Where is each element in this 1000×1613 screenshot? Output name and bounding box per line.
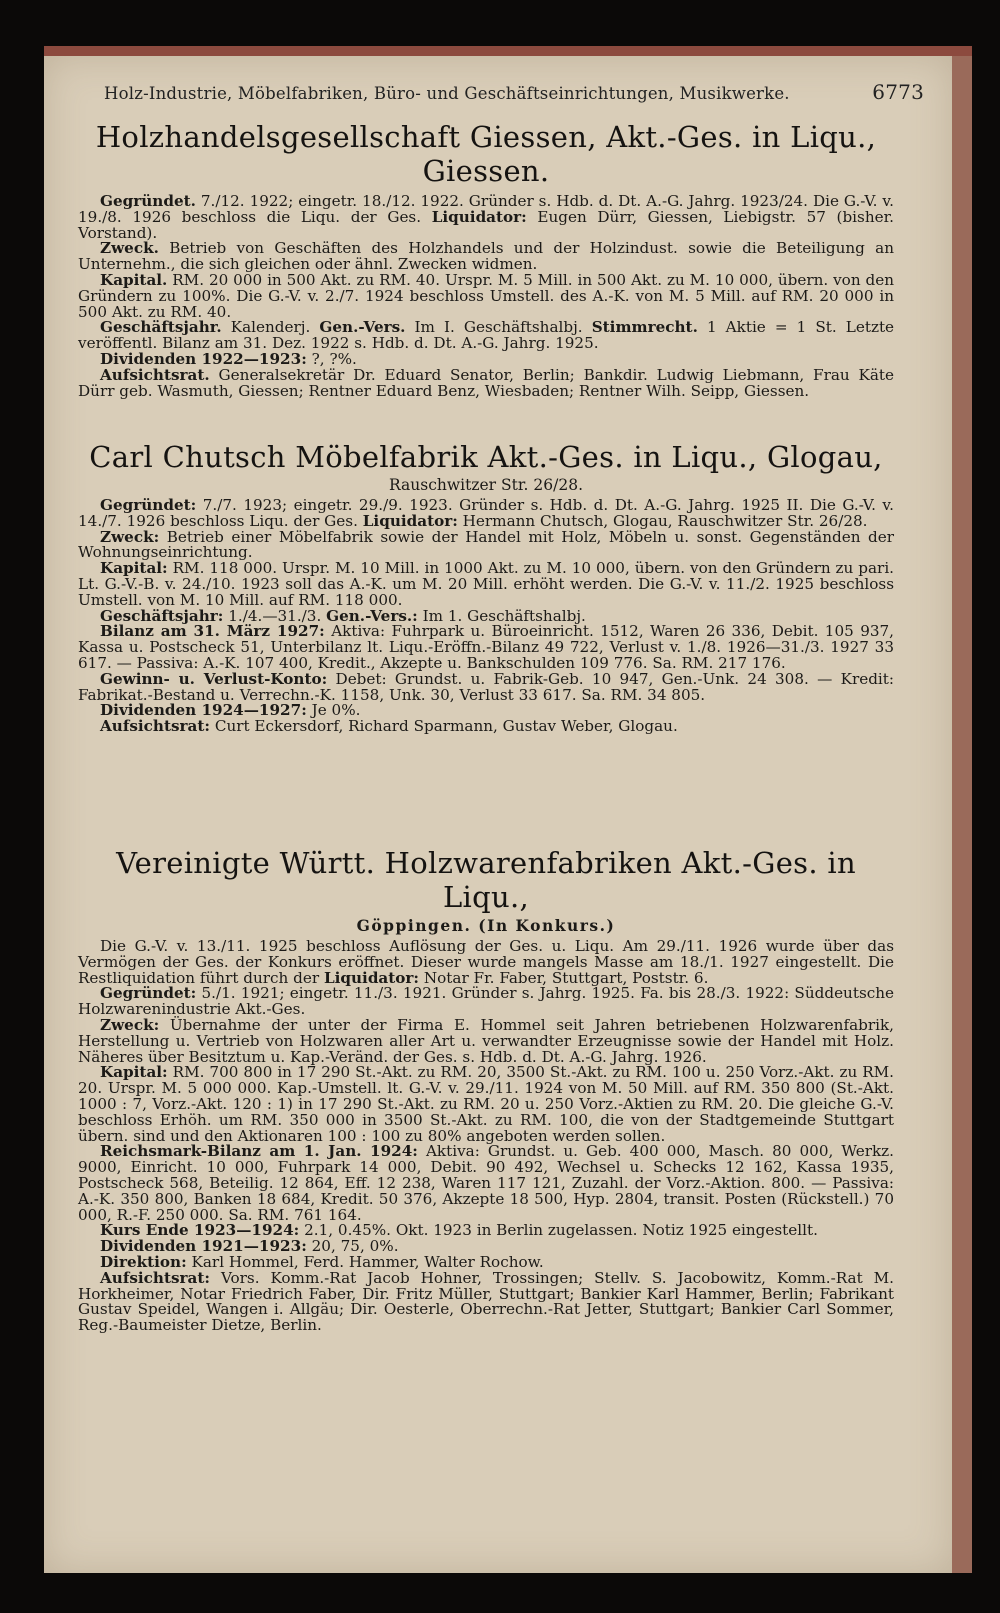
capital-label: Kapital:: [100, 559, 168, 578]
page-binding-edge: [952, 56, 972, 1573]
entry-carl-chutsch: [78, 440, 894, 735]
profit-loss-text: Debet: Grundst. u. Fabrik-Geb. 10 947, Gen.-Unk. 24 308. — Kredit: Fabrikat.-Bestand u. Verrechn.-K. 1158, Unk. 30, Verlust 33 617. Sa. RM. 34 805.: [78, 669, 894, 704]
purpose-label: Zweck:: [100, 527, 160, 546]
capital-label: Kapital:: [100, 1063, 168, 1082]
liquidator-text: Eugen Dürr, Giessen, Liebigstr. 57 (bisher. Vorstand).: [78, 207, 895, 242]
liquidator-text: Hermann Chutsch, Glogau, Rauschwitzer Str. 26/28.: [462, 511, 868, 530]
board-label: Aufsichtsrat:: [100, 1268, 210, 1287]
running-header: [104, 80, 924, 104]
page-top-edge: [44, 46, 972, 56]
liquidator-text: Notar Fr. Faber, Stuttgart, Poststr. 6.: [423, 968, 709, 987]
capital-text: RM. 700 800 in 17 290 St.-Akt. zu RM. 20, 3500 St.-Akt. zu RM. 100 u. 250 Vorz.-Akt. zu RM. 20. Urspr. M. 5 000 000. Kap.-Umstell. lt. G.-V. v. 29./11. 1924 von M. 50 Mill. auf RM. 350 800 (St.-Akt. 1000 : 7, Vorz.-Akt. 120 : 1) in 17 290 St.-Akt. zu RM. 20 u. 250 Vorz.-Aktien zu RM. 20. Die gleiche G.-V. beschloss Erhöh. um RM. 350 000 in 3500 St.-Akt. zu RM. 100, die von der Stadtgemeinde Stuttgart übern. sind und den Aktionaren 100 : 100 zu 80% angeboten werden sollen.: [78, 1063, 895, 1145]
capital-label: Kapital.: [100, 270, 168, 289]
entry-title: Vereinigte Württ. Holzwarenfabriken Akt.-Ges. in Liqu.,: [116, 846, 856, 914]
capital-paragraph: [78, 1065, 894, 1144]
dividends-label: Dividenden 1921—1923:: [100, 1237, 307, 1256]
balance-paragraph: [78, 1144, 894, 1223]
liquidator-label: Liquidator:: [362, 511, 458, 530]
purpose-paragraph: [78, 1015, 894, 1066]
board-paragraph: [78, 365, 895, 400]
purpose-label: Zweck:: [100, 1015, 160, 1034]
entry-title: Carl Chutsch Möbelfabrik Akt.-Ges. in Liqu., Glogau,: [89, 440, 883, 474]
dividends-text: ?, ?%.: [311, 349, 357, 368]
meeting-label: Gen.-Vers.:: [326, 606, 418, 625]
fiscal-text: 1./4.—31./3.: [228, 606, 322, 625]
board-text: Generalsekretär Dr. Eduard Senator, Berlin; Bankdir. Ludwig Liebmann, Frau Käte Dürr geb. Wasmuth, Giessen; Rentner Eduard Benz, Wiesbaden; Rentner Wilh. Seipp, Giessen.: [78, 365, 895, 400]
fiscal-label: Geschäftsjahr:: [100, 606, 224, 625]
entry-location: Göppingen. (In Konkurs.): [356, 916, 616, 935]
founded-text: 7./7. 1923; eingetr. 29./9. 1923. Gründer s. Hdb. d. Dt. A.-G. Jahrg. 1925 II. Die G.-V. v. 14./7. 1926 beschloss Liqu. der Ges.: [78, 496, 894, 530]
purpose-paragraph: [78, 241, 894, 273]
founded-label: Gegründet.: [100, 192, 196, 210]
founded-paragraph: [78, 986, 894, 1018]
entry-address: Rauschwitzer Str. 26/28.: [389, 476, 583, 494]
capital-paragraph: [78, 270, 894, 321]
liquidator-label: Liquidator:: [323, 968, 420, 987]
voting-label: Stimmrecht.: [591, 318, 698, 337]
board-label: Aufsichtsrat:: [100, 717, 210, 736]
purpose-text: Übernahme der unter der Firma E. Hommel seit Jahren betriebenen Holzwarenfabrik, Herstellung u. Vertrieb von Holzwaren aller Art u. verwandter Erzeugnisse sowie der Handel mit Holz. Näheres über Besitztum u. Kap.-Veränd. der Ges. s. Hdb. d. Dt. A.-G. Jahrg. 1926.: [78, 1015, 894, 1066]
board-label: Aufsichtsrat.: [100, 365, 210, 384]
founded-paragraph: [78, 498, 894, 530]
page-number: 6773: [872, 80, 924, 104]
capital-paragraph: [78, 561, 894, 608]
running-title: Holz-Industrie, Möbelfabriken, Büro- und Geschäftseinrichtungen, Musikwerke.: [104, 84, 790, 103]
balance-label: Reichsmark-Bilanz am 1. Jan. 1924:: [100, 1142, 418, 1161]
founded-paragraph: [78, 194, 894, 241]
document-page: [44, 56, 952, 1573]
dividends-label: Dividenden 1922—1923:: [100, 349, 307, 368]
founded-text: 5./1. 1921; eingetr. 11./3. 1921. Gründer s. Jahrg. 1925. Fa. bis 28./3. 1922: Süddeutsche Holzwarenindustrie Akt.-Ges.: [78, 984, 895, 1019]
entry-vereinigte-wuerttemberg: [78, 846, 894, 1334]
capital-text: RM. 118 000. Urspr. M. 10 Mill. in 1000 Akt. zu M. 10 000, übern. von den Gründern zu pari. Lt. G.-V.-B. v. 24./10. 1923 soll das A.-K. um M. 20 Mill. erhöht werden. Die G.-V. v. 11./2. 1925 beschloss Umstell. von M. 10 Mill. auf RM. 118 000.: [78, 559, 895, 609]
dissolution-paragraph: [78, 939, 894, 986]
management-label: Direktion:: [100, 1252, 187, 1271]
price-text: 2.1, 0.45%. Okt. 1923 in Berlin zugelassen. Notiz 1925 eingestellt.: [304, 1221, 818, 1240]
profit-loss-label: Gewinn- u. Verlust-Konto:: [100, 669, 328, 688]
purpose-label: Zweck.: [100, 239, 159, 258]
meeting-text: Im 1. Geschäftshalbj.: [422, 606, 586, 625]
fiscal-label: Geschäftsjahr.: [100, 318, 222, 337]
founded-text: 7./12. 1922; eingetr. 18./12. 1922. Gründer s. Hdb. d. Dt. A.-G. Jahrg. 1923/24. Die G.-V. v. 19./8. 1926 beschloss die Liqu. der Ges.: [78, 192, 895, 226]
capital-text: RM. 20 000 in 500 Akt. zu RM. 40. Urspr. M. 5 Mill. in 500 Akt. zu M. 10 000, übern. von den Gründern zu 100%. Die G.-V. v. 2./7. 1924 beschloss Umstell. des A.-K. von M. 5 Mill. auf RM. 20 000 in 500 Akt. zu RM. 40.: [78, 270, 894, 321]
price-label: Kurs Ende 1923—1924:: [100, 1221, 300, 1240]
entry-title: Holzhandelsgesellschaft Giessen, Akt.-Ges. in Liqu., Giessen.: [95, 120, 877, 188]
meeting-label: Gen.-Vers.: [319, 318, 406, 337]
founded-label: Gegründet:: [100, 984, 197, 1003]
fiscal-text: Kalenderj.: [230, 318, 311, 337]
purpose-paragraph: [78, 527, 895, 562]
balance-paragraph: [78, 624, 894, 671]
entry-holzhandelsgesellschaft: [78, 120, 894, 399]
liquidator-label: Liquidator:: [431, 207, 527, 226]
voting-text: 1 Aktie = 1 St. Letzte veröffentl. Bilanz am 31. Dez. 1922 s. Hdb. d. Dt. A.-G. Jahrg. 1925.: [78, 318, 895, 353]
dividends-text: 20, 75, 0%.: [311, 1237, 399, 1256]
board-text: Vors. Komm.-Rat Jacob Hohner, Trossingen; Stellv. S. Jacobowitz, Komm.-Rat M. Horkheimer, Notar Friedrich Faber, Dir. Fritz Müller, Stuttgart; Bankier Karl Hammer, Berlin; Fabrikant Gustav Speidel, Wangen i. Allgäu; Dir. Oesterle, Oberrechn.-Rat Jetter, Stuttgart; Bankier Carl Sommer, Reg.-Baumeister Dietze, Berlin.: [78, 1268, 894, 1335]
balance-text: Aktiva: Grundst. u. Geb. 400 000, Masch. 80 000, Werkz. 9000, Einricht. 10 000, Fuhrpark 14 000, Debit. 90 492, Wechsel u. Schecks 12 162, Kassa 1935, Postscheck 568, Beteilig. 12 864, Eff. 12 238, Waren 117 121, Zuzahl. der Vorz.-Aktion. 800. — Passiva: A.-K. 350 800, Banken 18 684, Kredit. 50 376, Akzepte 18 500, Hyp. 2804, transit. Posten (Rückstell.) 70 000, R.-F. 250 000. Sa. RM. 761 164.: [78, 1142, 894, 1224]
dividends-text: Je 0%.: [311, 701, 361, 720]
dividends-label: Dividenden 1924—1927:: [100, 701, 307, 720]
board-paragraph: [78, 1268, 894, 1335]
meeting-text: Im I. Geschäftshalbj.: [414, 318, 583, 337]
purpose-text: Betrieb einer Möbelfabrik sowie der Handel mit Holz, Möbeln u. sonst. Gegenständen der Wohnungseinrichtung.: [78, 527, 895, 562]
board-paragraph: [78, 719, 894, 735]
board-text: Curt Eckersdorf, Richard Sparmann, Gustav Weber, Glogau.: [214, 717, 678, 736]
dissolution-text: Die G.-V. v. 13./11. 1925 beschloss Auflösung der Ges. u. Liqu. Am 29./11. 1926 wurde über das Vermögen der Ges. der Konkurs eröffnet. Dieser wurde mangels Masse am 18./1. 1927 eingestellt. Die Restliquidation führt durch der: [78, 937, 894, 987]
balance-label: Bilanz am 31. März 1927:: [100, 622, 325, 641]
balance-text: Aktiva: Fuhrpark u. Büroeinricht. 1512, Waren 26 336, Debit. 105 937, Kassa u. Postscheck 51, Unterbilanz lt. Liqu.-Eröffn.-Bilanz 49 722, Verlust v. 1./8. 1926—31./3. 1927 33 617. — Passiva: A.-K. 107 400, Kredit., Akzepte u. Bankschulden 109 776. Sa. RM. 217 176.: [78, 622, 895, 672]
fiscal-paragraph: [78, 320, 894, 352]
founded-label: Gegründet:: [100, 496, 197, 514]
purpose-text: Betrieb von Geschäften des Holzhandels und der Holzindust. sowie die Beteiligung an Unternehm., die sich gleichen oder ähnl. Zwecken widmen.: [78, 239, 895, 274]
management-text: Karl Hommel, Ferd. Hammer, Walter Rochow.: [191, 1252, 544, 1271]
profit-loss-paragraph: [78, 669, 894, 704]
